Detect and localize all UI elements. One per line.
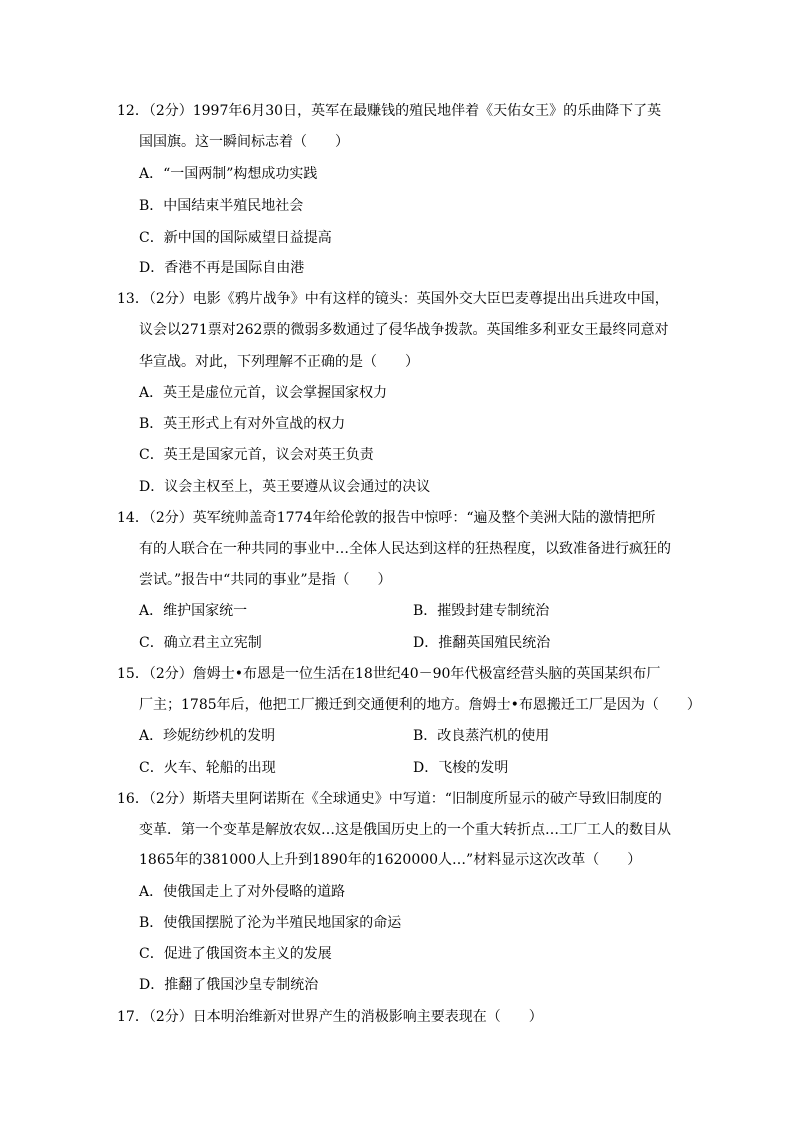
question-14-option-a[interactable]: A．维护国家统一 [139,603,248,619]
question-13-option-d[interactable]: D．议会主权至上，英王要遵从议会通过的决议 [139,479,431,495]
question-15-option-a[interactable]: A．珍妮纺纱机的发明 [139,728,276,744]
question-16-stem-line-2: 变革．第一个变革是解放农奴…这是俄国历史上的一个重大转折点…工厂工人的数目从 [139,822,671,838]
question-16-option-b[interactable]: B．使俄国摆脱了沦为半殖民地国家的命运 [139,915,402,931]
question-13-option-a[interactable]: A．英王是虚位元首，议会掌握国家权力 [139,385,388,401]
question-12-stem-line-1: 12．（2分）1997年6月30日，英军在最赚钱的殖民地伴着《天佑女王》的乐曲降下了英 [117,103,662,119]
question-14-option-c[interactable]: C．确立君主立宪制 [139,635,262,651]
question-15-option-c[interactable]: C．火车、轮船的出现 [139,760,276,776]
question-14-option-d[interactable]: D．推翻英国殖民统治 [413,635,551,651]
question-16-option-a[interactable]: A．使俄国走上了对外侵略的道路 [139,884,346,900]
question-13-option-b[interactable]: B．英王形式上有对外宣战的权力 [139,416,346,432]
question-15-stem-line-2: 厂主；1785年后，他把工厂搬迁到交通便利的地方。詹姆士•布恩搬迁工厂是因为（ ） [139,697,701,713]
question-15-option-b[interactable]: B．改良蒸汽机的使用 [413,728,550,744]
question-12-option-a[interactable]: A．“一国两制”构想成功实践 [139,166,318,182]
question-16-option-d[interactable]: D．推翻了俄国沙皇专制统治 [139,977,319,993]
question-12-option-b[interactable]: B．中国结束半殖民地社会 [139,198,304,214]
question-13-option-c[interactable]: C．英王是国家元首，议会对英王负责 [139,447,374,463]
question-16-stem-line-3: 1865年的381000人上升到1890年的1620000人…”材料显示这次改革（ ） [139,852,642,868]
question-15-option-d[interactable]: D．飞梭的发明 [413,760,509,776]
question-16-stem-line-1: 16．（2分）斯塔夫里阿诺斯在《全球通史》中写道：“旧制度所显示的破产导致旧制度的 [117,791,662,807]
question-12-option-c[interactable]: C．新中国的国际威望日益提高 [139,230,332,246]
question-14-stem-line-3: 尝试。”报告中“共同的事业”是指（ ） [139,572,392,588]
question-14-option-b[interactable]: B．摧毁封建专制统治 [413,603,550,619]
question-17-stem-line-1: 17．（2分）日本明治维新对世界产生的消极影响主要表现在（ ） [117,1009,543,1025]
question-14-stem-line-2: 有的人联合在一种共同的事业中…全体人民达到这样的狂热程度，以致准备进行疯狂的 [139,541,671,557]
question-12-stem-line-2: 国国旗。这一瞬间标志着（ ） [139,134,349,150]
question-13-stem-line-2: 议会以271票对262票的微弱多数通过了侵华战争拨款。英国维多利亚女王最终同意对 [139,322,669,338]
question-16-option-c[interactable]: C．促进了俄国资本主义的发展 [139,946,332,962]
question-14-stem-line-1: 14．（2分）英军统帅盖奇1774年给伦敦的报告中惊呼：“遍及整个美洲大陆的激情把所 [117,510,656,526]
question-12-option-d[interactable]: D．香港不再是国际自由港 [139,260,305,276]
question-15-stem-line-1: 15．（2分）詹姆士•布恩是一位生活在18世纪40－90年代极富经营头脑的英国某织布厂 [117,666,661,682]
question-13-stem-line-1: 13．（2分）电影《鸦片战争》中有这样的镜头：英国外交大臣巴麦尊提出出兵进攻中国， [117,291,669,307]
question-13-stem-line-3: 华宣战。对此，下列理解不正确的是（ ） [139,354,419,370]
